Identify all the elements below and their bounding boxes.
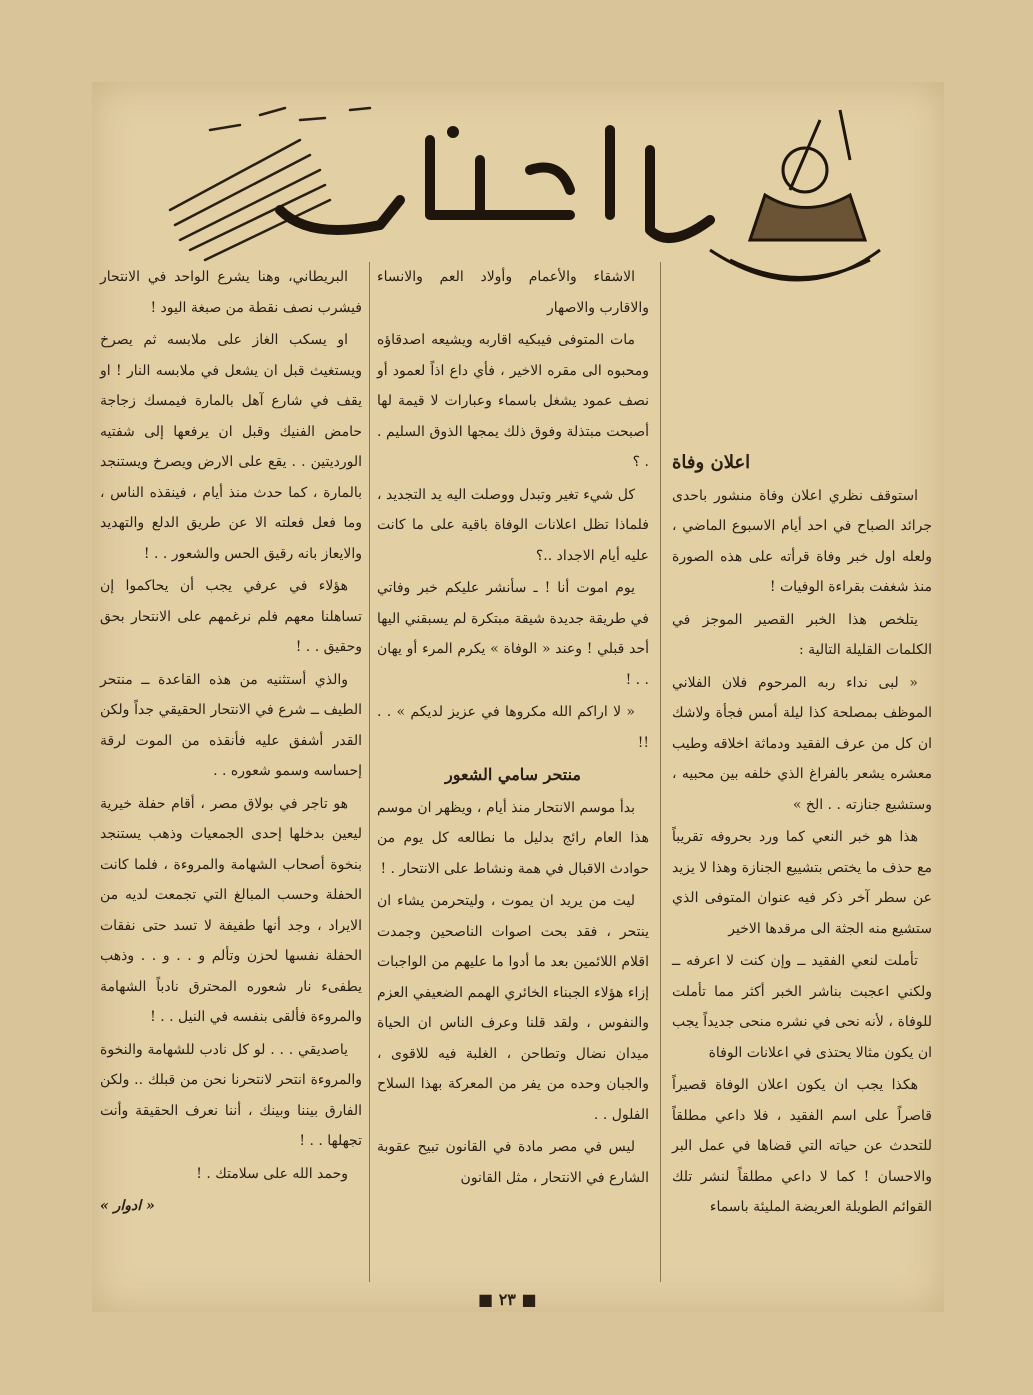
column-divider-right [660,262,661,1282]
column-right [672,448,932,1225]
paragraph: تأملت لنعي الفقيد ــ وإن كنت لا اعرفه ــ ولكني اعجبت بناشر الخبر أكثر مما تأملت للوفاة ، لأنه نحى في نشره منحى جديداً يجب ان يكون مثالا يحتذى في اعلانات الوفاة [672,953,932,1061]
column-left [100,262,362,1224]
paragraph: هؤلاء في عرفي يجب أن يحاكموا إن تساهلنا معهم فلم نرغمهم على الانتحار بحق وحقيق . . ! [100,578,362,655]
author-signature: « ادوار » [100,1198,155,1214]
paragraph: يتلخص هذا الخبر القصير الموجز في الكلمات القليلة التالية : [672,611,932,658]
paragraph: بدأ موسم الانتحار منذ أيام ، ويظهر ان موسم هذا العام رائج بدليل ما نطالعه كل يوم من حوادث الاقبال في همة ونشاط على الانتحار . ! [377,799,649,877]
paragraph: « لبى نداء ربه المرحوم فلان الفلاني الموظف بمصلحة كذا ليلة أمس فجأة ولاشك ان كل من عرف الفقيد ودماثة اخلاقه وطيب معشره يشعر بالفراغ الذي خلفه بين محبيه ، وستشيع جنازته . . الخ » [672,674,932,813]
paragraph: هو تاجر في بولاق مصر ، أقام حفلة خيرية ليعين بدخلها إحدى الجمعيات وذهب يستنجد بنخوة أصحاب الشهامة والمروءة ، فلما كانت الحفلة وحسب المبالغ التي تجمعت لديه من الايراد ، وجد أنها طفيفة لا تسد حتى نفقات الحفلة نفسها لحزن وتألم و . . و . . وذهب يطفىء نار شعوره المحترق نادباً الشهامة والمروءة فألقى بنفسه في النيل . . ! [100,795,362,1025]
paragraph: ياصديقي . . . لو كل نادب للشهامة والنخوة والمروءة انتحر لانتحرنا نحن من قبلك .. ولكن الفارق بيننا وبينك ، أننا نعرف الحقيقة وأنت تجهلها . . ! [100,1041,362,1149]
paragraph: هكذا يجب ان يكون اعلان الوفاة قصيراً قاصراً على اسم الفقيد ، فلا داعي مطلقاً للتحدث عن حياته التي قضاها في عمل البر والاحسان ! كما لا داعي مطلقاً لنشر تلك القوائم الطويلة العريضة المليئة باسماء [672,1077,932,1215]
paragraph: او يسكب الغاز على ملابسه ثم يصرخ ويستغيث قبل ان يشعل في ملابسه النار ! او يقف في شارع آهل بالمارة فيمسك زجاجة حامض الفنيك وقبل ان يرفعها إلى شفتيه الورديتين . . يقع على الارض ويصرخ ويستنجد بالمارة ، كما حدث منذ أيام ، فينقذه الناس ، وما فعل فعلته الا عن طريق الدلع والتهديد والايعاز بانه رقيق الحس والشعور . . ! [100,332,362,562]
paragraph: استوقف نظري اعلان وفاة منشور باحدى جرائد الصباح في احد أيام الاسبوع الماضي ، ولعله اول خبر وفاة قرأته على هذه الصورة منذ شغفت بقراءة الوفيات ! [672,487,932,595]
paragraph: الاشقاء والأعمام وأولاد العم والانساء والاقارب والاصهار [377,269,649,316]
paragraph: يوم اموت أنا ! ـ سأنشر عليكم خبر وفاتي في طريقة جديدة شيقة مبتكرة لم يسبقني اليها أحد قبلي ! وعند « الوفاة » يكرم المرء أو يهان . . ! [377,580,649,688]
paragraph: ليت من يريد ان يموت ، وليتحرمن يشاء ان ينتحر ، فقد بحت اصوات الناصحين وجمدت اقلام اللائمين بعد ما أدوا ما عليهم من الواجبات إزاء هؤلاء الجبناء الخائري الهمم الضعيفي العزم والنفوس ، ولقد قلنا وعرف الناس ان الحياة ميدان نضال وتطاحن ، الغلبة فيه للاقوى ، والجبان وحده من يفر من المعركة بهذا السلاح الفلول . . [377,893,649,1123]
section-heading: منتحر سامي الشعور [444,765,581,784]
column-divider-left [369,262,370,1282]
column-middle [377,262,649,1195]
paragraph: هذا هو خبر النعي كما ورد بحروفه تقريباً مع حذف ما يختص بتشييع الجنازة وهذا لا يزيد عن سطر آخر ذكر فيه عنوان المتوفى الذي ستشيع منه الجثة الى مرقدها الاخير [672,829,932,937]
paragraph: وحمد الله على سلامتك . ! [196,1165,348,1182]
paragraph: مات المتوفى فيبكيه اقاربه ويشيعه اصدقاؤه ومحبوه الى مقره الاخير ، فأي داع اذاً لعمود أو نصف عمود يشغل باسماء وعبارات لا قيمة لها أصبحت مبتذلة وفوق ذلك يمجها الذوق السليم . . ؟ [377,332,649,470]
paragraph: كل شيء تغير وتبدل ووصلت اليه يد التجديد ، فلماذا تظل اعلانات الوفاة باقية على ما كانت عليه أيام الاجداد ..؟ [377,486,649,564]
paragraph: البريطاني، وهنا يشرع الواحد في الانتحار فيشرب نصف نقطة من صبغة اليود ! [100,269,362,316]
page-number: ■ ٢٣ ■ [478,1290,537,1309]
paragraph: ليس في مصر مادة في القانون تبيح عقوبة الشارع في الانتحار ، مثل القانون [377,1139,649,1186]
section-heading: اعلان وفاة [672,452,751,473]
paragraph: « لا اراكم الله مكروها في عزيز لديكم » . . !! [377,704,649,751]
paragraph: والذي أستثنيه من هذه القاعدة ــ منتحر الطيف ــ شرع في الانتحار الحقيقي جداً ولكن القدر أشفق عليه فأنقذه من الموت لرقة إحساسه وسمو شعوره . . [100,671,362,779]
